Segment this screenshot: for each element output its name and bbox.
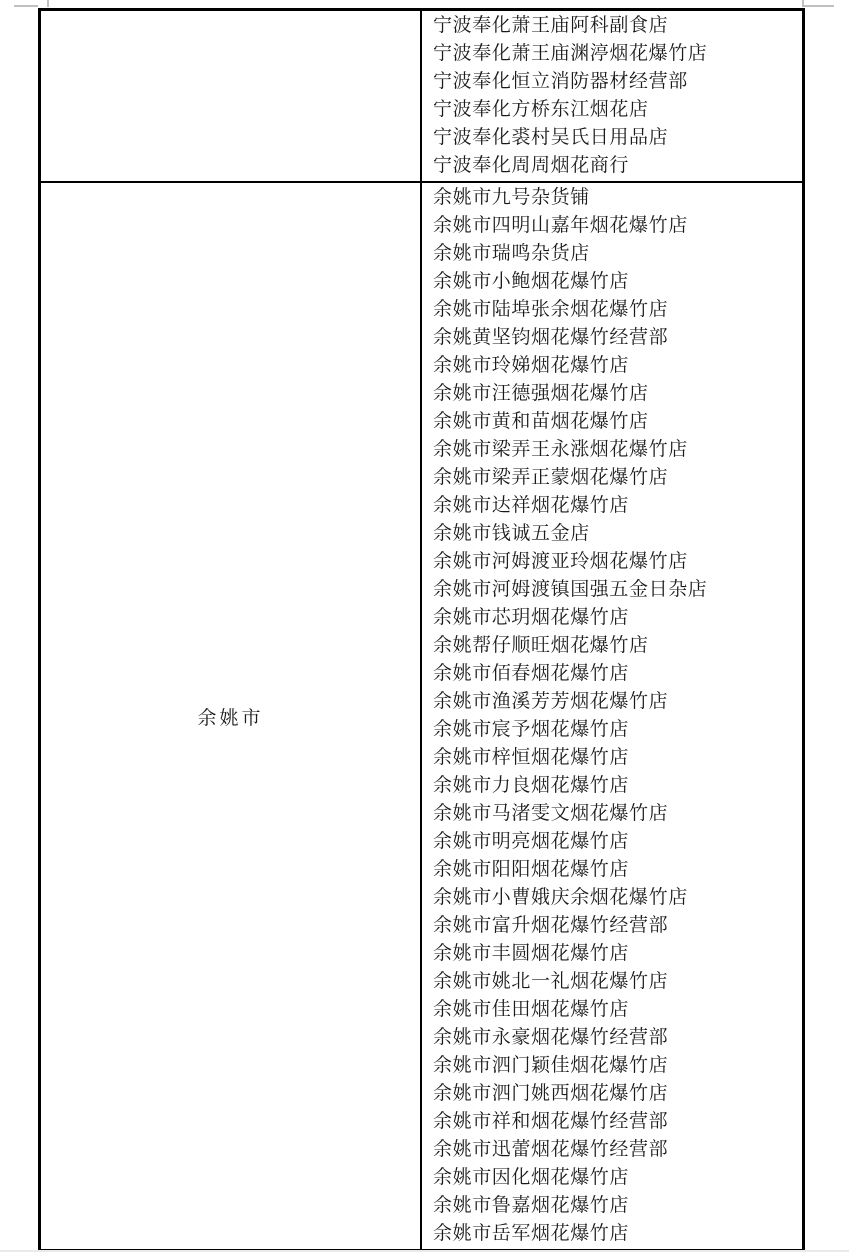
store-name: 余姚市达祥烟花爆竹店 [433,495,630,516]
stores-cell [422,11,802,181]
store-name: 余姚市马渚雯文烟花爆竹店 [433,803,669,824]
store-name: 余姚市河姆渡镇国强五金日杂店 [433,579,708,600]
store-name: 宁波奉化萧王庙渊渟烟花爆竹店 [433,43,708,64]
gridline-mark-top-left-vertical [47,0,49,7]
store-name: 宁波奉化萧王庙阿科副食店 [433,15,669,36]
store-name: 余姚市富升烟花爆竹经营部 [433,915,669,936]
store-name: 余姚市力良烟花爆竹店 [433,775,630,796]
store-name: 余姚市小鲍烟花爆竹店 [433,271,630,292]
store-name: 余姚市因化烟花爆竹店 [433,1167,630,1188]
store-name: 余姚市黄和苗烟花爆竹店 [433,411,649,432]
store-name: 余姚市迅蕾烟花爆竹经营部 [433,1139,669,1160]
store-name: 余姚市梁弄正蒙烟花爆竹店 [433,467,669,488]
store-name: 余姚市泗门颖佳烟花爆竹店 [433,1055,669,1076]
gridline-mark-top-left-horizontal [14,5,38,7]
table-row [41,11,802,181]
store-name: 余姚市芯玥烟花爆竹店 [433,607,630,628]
store-name: 余姚市丰圆烟花爆竹店 [433,943,630,964]
store-name: 余姚市阳阳烟花爆竹店 [433,859,630,880]
store-name: 余姚市钱诚五金店 [433,523,590,544]
store-name: 余姚市河姆渡亚玲烟花爆竹店 [433,551,688,572]
store-name: 余姚市永豪烟花爆竹经营部 [433,1027,669,1048]
store-name: 余姚市岳军烟花爆竹店 [433,1223,630,1244]
store-name: 余姚市陆埠张余烟花爆竹店 [433,299,669,320]
store-name: 余姚市佰春烟花爆竹店 [433,663,630,684]
store-name: 余姚市鲁嘉烟花爆竹店 [433,1195,630,1216]
store-name: 余姚市佳田烟花爆竹店 [433,999,630,1020]
store-name: 余姚市泗门姚西烟花爆竹店 [433,1083,669,1104]
store-name: 余姚市明亮烟花爆竹店 [433,831,630,852]
store-name: 余姚市小曹娥庆余烟花爆竹店 [433,887,688,908]
store-table [38,8,805,1252]
store-name: 余姚市梓恒烟花爆竹店 [433,747,630,768]
store-name: 余姚市玲娣烟花爆竹店 [433,355,630,376]
store-name: 余姚市祥和烟花爆竹经营部 [433,1111,669,1132]
region-label: 余姚市 [197,707,264,729]
store-name: 余姚市宸予烟花爆竹店 [433,719,630,740]
region-cell [41,183,422,1249]
store-name: 宁波奉化恒立消防器材经营部 [433,71,688,92]
store-name: 宁波奉化裘村吴氏日用品店 [433,127,669,148]
store-name: 宁波奉化方桥东江烟花店 [433,99,649,120]
store-name: 余姚帮仔顺旺烟花爆竹店 [433,635,649,656]
store-name: 余姚市九号杂货铺 [433,187,590,208]
store-name: 宁波奉化周周烟花商行 [433,155,630,176]
region-cell [41,11,422,181]
store-name: 余姚市瑞鸣杂货店 [433,243,590,264]
store-name: 余姚市梁弄王永涨烟花爆竹店 [433,439,688,460]
store-name: 余姚市渔溪芳芳烟花爆竹店 [433,691,669,712]
stores-cell [422,183,802,1249]
table-row [41,181,802,1249]
store-name: 余姚市四明山嘉年烟花爆竹店 [433,215,688,236]
page-break-line [0,1250,849,1252]
store-name: 余姚市汪德强烟花爆竹店 [433,383,649,404]
store-name: 余姚市姚北一礼烟花爆竹店 [433,971,669,992]
gridline-mark-top-right-horizontal [804,5,834,7]
store-name: 余姚黄坚钧烟花爆竹经营部 [433,327,669,348]
